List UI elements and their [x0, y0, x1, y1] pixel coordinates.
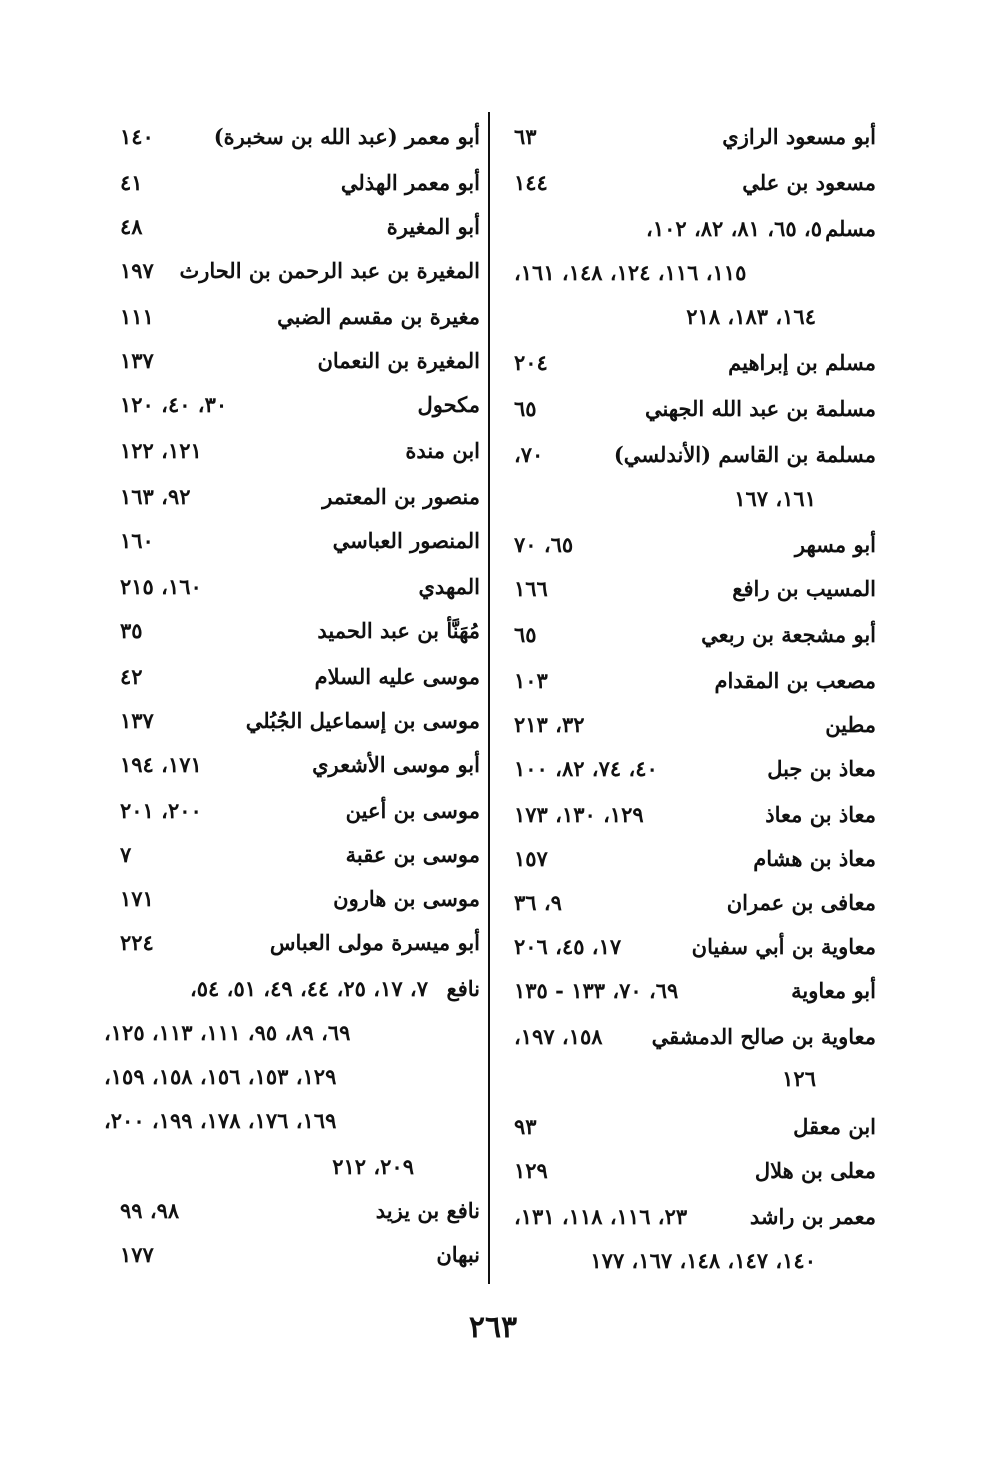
- entry-pages: ١٣٧: [120, 708, 154, 733]
- entry-name: نبهان: [436, 1242, 480, 1267]
- entry-pages: ٦٩، ٧٠، ١٣٣ - ١٣٥: [514, 978, 679, 1003]
- entry-name: المغيرة بن النعمان: [317, 348, 480, 373]
- entry-name: موسى بن أعين: [345, 798, 480, 823]
- index-entry: [98, 920, 486, 966]
- entry-name: منصور بن المعتمر: [322, 484, 480, 509]
- entry-pages: ١٧، ٤٥، ٢٠٦: [514, 934, 622, 959]
- index-entry: [492, 924, 882, 970]
- entry-pages-continued: ١٦١، ١٦٧: [734, 486, 816, 511]
- entry-name: معاوية بن أبي سفيان: [691, 934, 876, 959]
- entry-pages: ١٩٧: [120, 258, 154, 283]
- entry-name: مصعب بن المقدام: [714, 668, 876, 693]
- index-entry: [98, 338, 486, 384]
- entry-pages: ١٤٤: [514, 170, 548, 195]
- entry-name: معمر بن راشد: [749, 1204, 876, 1229]
- entry-pages: ١٧٧: [120, 1242, 154, 1267]
- index-entry: [492, 836, 882, 882]
- entry-pages: ٦٥: [514, 396, 537, 421]
- entry-pages: ٧٠،: [514, 442, 544, 467]
- index-entry: [492, 522, 882, 568]
- page-number: ٢٦٣: [468, 1310, 518, 1345]
- index-entry-continuation: [492, 476, 882, 522]
- entry-name: مسلمة بن القاسم (الأندلسي): [613, 442, 876, 467]
- entry-name: نافع: [446, 976, 480, 1001]
- index-entry: [492, 968, 882, 1014]
- index-entry: [492, 746, 882, 792]
- entry-pages-continued: ٢٠٩، ٢١٢: [332, 1154, 414, 1179]
- entry-pages: ٧، ١٧، ٢٥، ٤٤، ٤٩، ٥١، ٥٤،: [190, 976, 428, 1001]
- entry-pages: ١٢٩، ١٣٠، ١٧٣: [514, 802, 644, 827]
- index-entry: [98, 248, 486, 294]
- entry-pages: ٣٢، ٢١٣: [514, 712, 585, 737]
- entry-pages: ١٥٧: [514, 846, 548, 871]
- index-entry: [98, 114, 486, 160]
- index-entry: [98, 832, 486, 878]
- entry-name: ابن معقل: [793, 1114, 876, 1139]
- entry-name: أبو معمر الهذلي: [340, 170, 480, 195]
- entry-name: معاوية بن صالح الدمشقي: [651, 1024, 876, 1049]
- entry-name: مُهَنَّأ بن عبد الحميد: [317, 618, 480, 643]
- entry-name: مسلم: [825, 216, 876, 241]
- entry-pages: ٩٢، ١٦٣: [120, 484, 191, 509]
- entry-pages-continued: ١٢٩، ١٥٣، ١٥٦، ١٥٨، ١٥٩،: [104, 1064, 337, 1089]
- index-entry: [98, 1232, 486, 1278]
- index-entry: [98, 1188, 486, 1234]
- entry-name: أبو موسى الأشعري: [312, 752, 480, 777]
- index-entry: [492, 1194, 882, 1240]
- entry-name: موسى عليه السلام: [314, 664, 480, 689]
- entry-pages: ١٥٨، ١٩٧،: [514, 1024, 603, 1049]
- index-entry: [98, 876, 486, 922]
- entry-pages: ١١١: [120, 304, 154, 329]
- entry-name: المهدي: [418, 574, 480, 599]
- index-entry: [98, 698, 486, 744]
- index-entry: [98, 564, 486, 610]
- entry-name: معافى بن عمران: [726, 890, 876, 915]
- entry-pages: ٩٨، ٩٩: [120, 1198, 180, 1223]
- column-divider: [488, 112, 490, 1284]
- entry-pages: ٩، ٣٦: [514, 890, 562, 915]
- entry-name: موسى بن هارون: [333, 886, 480, 911]
- index-entry: [492, 658, 882, 704]
- entry-pages-continued: ١٦٤، ١٨٣، ٢١٨: [686, 304, 816, 329]
- index-entry-continuation: [492, 250, 882, 296]
- entry-pages: ١٧١: [120, 886, 154, 911]
- entry-pages: ١٧١، ١٩٤: [120, 752, 202, 777]
- entry-pages: ٥، ٦٥، ٨١، ٨٢، ١٠٢،: [646, 216, 822, 241]
- entry-pages: ١٢١، ١٢٢: [120, 438, 202, 463]
- entry-name: ابن مندة: [405, 438, 480, 463]
- index-entry: [98, 654, 486, 700]
- entry-name: المسيب بن رافع: [732, 576, 876, 601]
- entry-name: أبو مسعود الرازي: [722, 124, 876, 149]
- entry-pages: ١٦٠: [120, 528, 154, 553]
- index-entry: [492, 340, 882, 386]
- entry-name: معاذ بن هشام: [753, 846, 876, 871]
- entry-name: معلى بن هلال: [754, 1158, 876, 1183]
- index-entry-continuation: [98, 1054, 486, 1100]
- entry-pages-continued: ١٤٠، ١٤٧، ١٤٨، ١٦٧، ١٧٧: [590, 1248, 816, 1273]
- entry-pages-continued: ١٦٩، ١٧٦، ١٧٨، ١٩٩، ٢٠٠،: [104, 1108, 337, 1133]
- index-entry: [492, 880, 882, 926]
- index-entry: [492, 1014, 882, 1060]
- entry-pages: ٢٢٤: [120, 930, 154, 955]
- entry-name: أبو مشجعة بن ربعي: [701, 622, 876, 647]
- index-entry: [492, 1148, 882, 1194]
- entry-name: موسى بن عقبة: [345, 842, 480, 867]
- entry-pages: ٧: [120, 842, 132, 867]
- index-entry: [98, 382, 486, 428]
- entry-pages: ١٠٣: [514, 668, 548, 693]
- entry-pages: ٦٣: [514, 124, 537, 149]
- index-entry: [98, 204, 486, 250]
- entry-pages: ١٢٩: [514, 1158, 548, 1183]
- entry-name: أبو معاوية: [791, 978, 876, 1003]
- entry-pages: ٦٥، ٧٠: [514, 532, 574, 557]
- entry-name: مسعود بن علي: [742, 170, 876, 195]
- entry-name: مسلم بن إبراهيم: [728, 350, 876, 375]
- index-entry: [492, 206, 882, 252]
- index-entry: [492, 432, 882, 478]
- index-entry-continuation: [492, 1238, 882, 1284]
- entry-name: نافع بن يزيد: [375, 1198, 480, 1223]
- entry-name: المنصور العباسي: [332, 528, 480, 553]
- index-entry: [492, 114, 882, 160]
- entry-name: مسلمة بن عبد الله الجهني: [644, 396, 876, 421]
- entry-pages: ١٦٠، ٢١٥: [120, 574, 202, 599]
- entry-pages: ١٤٠: [120, 124, 154, 149]
- entry-pages: ٣٥: [120, 618, 143, 643]
- index-entry: [492, 702, 882, 748]
- index-entry-continuation: [98, 1144, 486, 1190]
- index-entry: [98, 518, 486, 564]
- index-entry-continuation: [98, 1098, 486, 1144]
- entry-pages: ٣٠، ٤٠، ١٢٠: [120, 392, 228, 417]
- index-entry: [98, 788, 486, 834]
- entry-pages: ٤٨: [120, 214, 143, 239]
- entry-pages-continued: ١٢٦: [782, 1066, 816, 1091]
- entry-pages: ٦٥: [514, 622, 537, 647]
- index-entry-continuation: [98, 1010, 486, 1056]
- index-entry: [492, 612, 882, 658]
- entry-pages: ٤٢: [120, 664, 143, 689]
- entry-name: أبو معمر (عبد الله بن سخبرة): [213, 124, 480, 149]
- entry-name: مغيرة بن مقسم الضبي: [277, 304, 480, 329]
- entry-name: أبو مسهر: [794, 532, 876, 557]
- entry-pages: ٢٣، ١١٦، ١١٨، ١٣١،: [514, 1204, 688, 1229]
- index-entry: [98, 160, 486, 206]
- index-entry: [98, 608, 486, 654]
- index-entry: [98, 742, 486, 788]
- entry-name: أبو ميسرة مولى العباس: [269, 930, 480, 955]
- entry-pages: ٤١: [120, 170, 143, 195]
- entry-name: أبو المغيرة: [386, 214, 480, 239]
- entry-name: المغيرة بن عبد الرحمن بن الحارث: [179, 258, 480, 283]
- entry-name: مكحول: [417, 392, 480, 417]
- entry-name: مطين: [825, 712, 876, 737]
- entry-pages-continued: ٦٩، ٨٩، ٩٥، ١١١، ١١٣، ١٢٥،: [104, 1020, 351, 1045]
- index-entry-continuation: [492, 1056, 882, 1102]
- entry-pages: ١٦٦: [514, 576, 548, 601]
- index-entry: [98, 294, 486, 340]
- entry-pages: ٢٠٤: [514, 350, 548, 375]
- index-entry: [492, 792, 882, 838]
- entry-pages: ٢٠٠، ٢٠١: [120, 798, 202, 823]
- index-entry: [492, 1104, 882, 1150]
- entry-pages-continued: ١١٥، ١١٦، ١٢٤، ١٤٨، ١٦١،: [514, 260, 747, 285]
- entry-name: معاذ بن معاذ: [765, 802, 876, 827]
- index-entry-continuation: [492, 294, 882, 340]
- entry-pages: ٤٠، ٧٤، ٨٢، ١٠٠: [514, 756, 658, 781]
- index-entry: [492, 566, 882, 612]
- entry-pages: ١٣٧: [120, 348, 154, 373]
- entry-pages: ٩٣: [514, 1114, 537, 1139]
- entry-name: موسى بن إسماعيل الجُبُلي: [245, 708, 480, 733]
- index-entry: [492, 386, 882, 432]
- index-entry: [98, 428, 486, 474]
- entry-name: معاذ بن جبل: [767, 756, 876, 781]
- index-entry: [492, 160, 882, 206]
- index-entry: [98, 474, 486, 520]
- index-entry: [98, 966, 486, 1012]
